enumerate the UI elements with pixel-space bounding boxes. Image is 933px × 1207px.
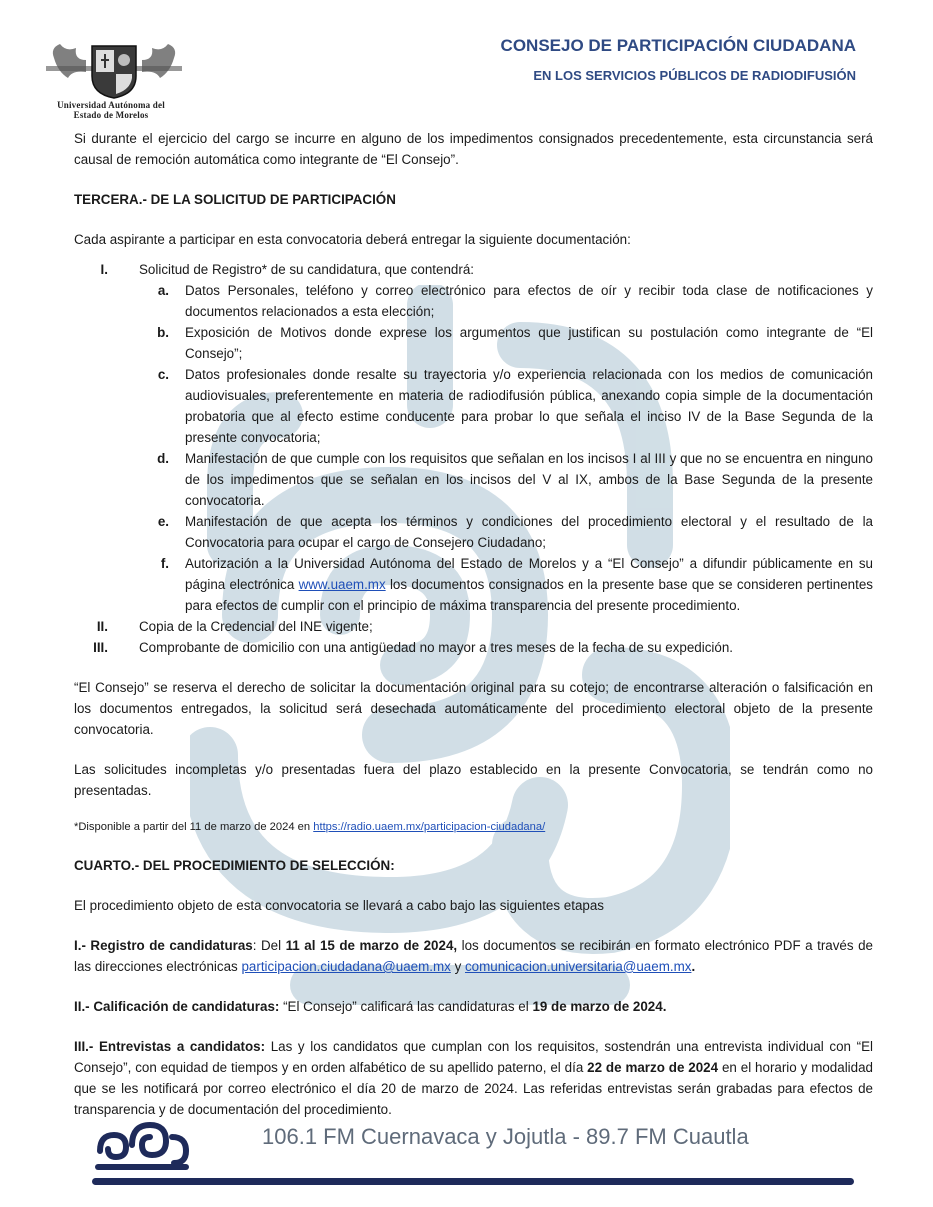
section-tercera-title: TERCERA.- DE LA SOLICITUD DE PARTICIPACIÓN xyxy=(74,192,396,207)
list-item xyxy=(74,259,873,280)
stage-2-label: II.- Calificación de candidaturas: xyxy=(74,999,280,1014)
stage-2-paragraph xyxy=(74,996,873,1017)
list-item xyxy=(74,616,873,637)
sub-list-text: Manifestación de que acepta los términos y condiciones del procedimiento electoral y el resultado de la Convocatoria para ocupar el cargo de Consejero Ciudadano; xyxy=(185,514,873,550)
sub-list-text: Datos profesionales donde resalte su trayectoria y/o experiencia relacionada con los medios de comunicación audiovisuales, preferentemente en materia de radiodifusión pública, anexando copia simple de la documentación probatoria que al efecto estime conducente para probar lo que señala el inciso IV de la Base Segunda de la presente convocatoria; xyxy=(185,367,873,445)
sub-list-text: Datos Personales, teléfono y correo electrónico para efectos de oír y recibir toda clase de notificaciones y documentos relacionados a esta elección; xyxy=(185,283,873,319)
sub-list-marker: f. xyxy=(160,556,169,571)
stage-3-text-cont: en el horario y modalidad que se les notificará por correo electrónico el día 20 de marzo de 2024. Las referidas entrevistas serán grabadas para efectos de transparencia y de documentación del procedimiento. xyxy=(74,1060,873,1117)
university-name-line2: Estado de Morelos xyxy=(73,110,149,120)
list-item xyxy=(74,637,873,658)
section-cuarto-lead: El procedimiento objeto de esta convocatoria se llevará a cabo bajo las siguientes etapas xyxy=(74,898,605,913)
sub-list-item xyxy=(74,280,873,322)
university-name-line1: Universidad Autónoma del xyxy=(57,100,165,110)
sub-list-marker: b. xyxy=(157,325,169,340)
footer-divider xyxy=(92,1178,854,1185)
header-subtitle: EN LOS SERVICIOS PÚBLICOS DE RADIODIFUSIÓN xyxy=(533,68,856,83)
list-item-text: Solicitud de Registro* de su candidatura, que contendrá: xyxy=(139,262,474,277)
header-title: CONSEJO DE PARTICIPACIÓN CIUDADANA xyxy=(500,36,856,55)
sub-list-marker: a. xyxy=(157,283,169,298)
stage-1-dates: 11 al 15 de marzo de 2024, xyxy=(285,938,458,953)
stage-1-paragraph xyxy=(74,935,873,977)
participation-email-link[interactable]: participacion.ciudadana@uaem.mx xyxy=(241,959,451,974)
stage-1-label: I.- Registro de candidaturas xyxy=(74,938,253,953)
list-marker: I. xyxy=(100,262,108,277)
communication-email-link[interactable]: comunicacion.universitaria@uaem.mx xyxy=(464,959,692,974)
note-text: *Disponible a partir del 11 de marzo de 2024 en xyxy=(74,821,314,833)
intro-paragraph: Si durante el ejercicio del cargo se incurre en alguno de los impedimentos consignados precedentemente, esta circunstancia será causal de remoción automática como integrante de “El Consejo”. xyxy=(74,131,873,167)
consejo-paragraph: “El Consejo” se reserva el derecho de solicitar la documentación original para su cotejo; de encontrarse alteración o falsificación en los documentos entregados, la solicitud será desechada automáticamente del procedimiento electoral objeto de la presente convocatoria. xyxy=(74,680,873,737)
participation-link[interactable]: https://radio.uaem.mx/participacion-ciudadana/ xyxy=(313,821,546,833)
document-body xyxy=(74,128,873,1120)
sub-list-marker: c. xyxy=(157,367,169,382)
sub-list-item xyxy=(74,322,873,364)
stage-1-conj: y xyxy=(450,959,465,974)
uaem-logo xyxy=(46,38,186,120)
stage-1-end: . xyxy=(691,959,696,974)
sub-list-item xyxy=(74,553,873,616)
section-cuarto-title: CUARTO.- DEL PROCEDIMIENTO DE SELECCIÓN: xyxy=(74,858,395,873)
sub-list-item xyxy=(74,448,873,511)
sub-list-marker: d. xyxy=(157,451,169,466)
stage-2-text: “El Consejo” calificará las candidaturas el xyxy=(279,999,533,1014)
documentation-list xyxy=(74,259,873,658)
incomplete-paragraph: Las solicitudes incompletas y/o presentadas fuera del plazo establecido en la presente Convocatoria, se tendrán como no presentadas. xyxy=(74,762,873,798)
sub-list-item xyxy=(74,364,873,448)
sub-list-item xyxy=(74,511,873,553)
list-marker: III. xyxy=(93,640,108,655)
section-tercera-lead: Cada aspirante a participar en esta convocatoria deberá entregar la siguiente documentación: xyxy=(74,232,631,247)
uaem-website-link[interactable]: www.uaem.mx xyxy=(298,577,386,592)
list-marker: II. xyxy=(96,619,108,634)
uaem-shield-icon xyxy=(46,38,182,100)
availability-note xyxy=(74,818,873,836)
stage-3-paragraph xyxy=(74,1036,873,1120)
sub-list-text: Manifestación de que cumple con los requisitos que señalan en los incisos I al III y que no se encuentra en ninguno de los impedimentos que se señalan en los incisos del V al IX, ambos de la Base Segunda de la presente convocatoria. xyxy=(185,451,873,508)
sub-list-text-cont: los documentos consignados en la presente base que se consideren pertinentes para efectos de cumplir con el principio de máxima transparencia del presente procedimiento. xyxy=(185,577,873,613)
stage-3-date: 22 de marzo de 2024 xyxy=(587,1060,719,1075)
stage-1-text: : Del xyxy=(252,938,286,953)
radio-wave-logo-icon xyxy=(92,1117,192,1173)
stage-1-text-cont: los documentos se recibirán en formato electrónico PDF a través de las direcciones electrónicas xyxy=(74,938,873,974)
stage-3-text: Las y los candidatos que cumplan con los requisitos, sostendrán una entrevista individual con “El Consejo”, con equidad de tiempos y en orden alfabético de su apellido paterno, el día xyxy=(74,1039,873,1075)
list-item-text: Copia de la Credencial del INE vigente; xyxy=(139,619,373,634)
sub-list-marker: e. xyxy=(157,514,169,529)
list-item-text: Comprobante de domicilio con una antigüedad no mayor a tres meses de la fecha de su expedición. xyxy=(139,640,734,655)
footer-frequencies: 106.1 FM Cuernavaca y Jojutla - 89.7 FM Cuautla xyxy=(262,1124,749,1149)
sub-list-text: Exposición de Motivos donde exprese los argumentos que justifican su postulación como integrante de “El Consejo”; xyxy=(185,325,873,361)
sub-list-text: Autorización a la Universidad Autónoma del Estado de Morelos y a “El Consejo” a difundir públicamente en su página electrónica xyxy=(185,556,873,592)
stage-3-label: III.- Entrevistas a candidatos: xyxy=(74,1039,266,1054)
stage-2-date: 19 de marzo de 2024. xyxy=(532,999,667,1014)
